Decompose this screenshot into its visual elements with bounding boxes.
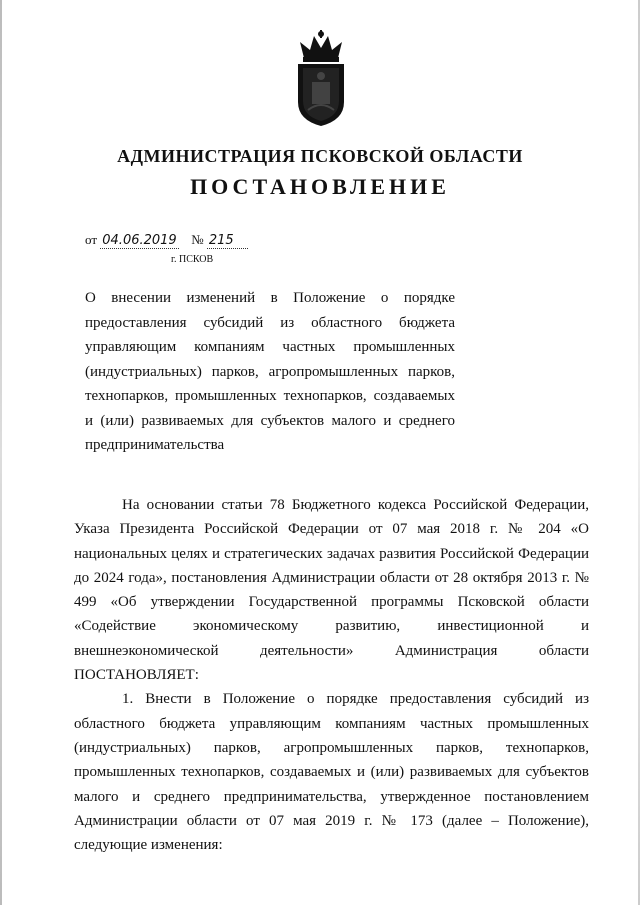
document-subject: О внесении изменений в Положение о порядке предоставления субсидий из областного бюджета управляющим компаниям частных промышленных (индустриальных) парков, агропромышленных парков, технопарков, промышленных технопарков, создаваемых и (или) развиваемых для субъектов малого и среднего предпринимательства xyxy=(85,290,455,453)
organization-title: АДМИНИСТРАЦИЯ ПСКОВСКОЙ ОБЛАСТИ xyxy=(117,146,523,166)
registration-line xyxy=(85,232,248,248)
date-prefix: от xyxy=(85,232,98,247)
document-body xyxy=(74,493,589,857)
preamble-paragraph: На основании статьи 78 Бюджетного кодекса Российской Федерации, Указа Президента Российской Федерации от 07 мая 2018 г. № 204 «О национальных целях и стратегических задачах развития Российской Федерации до 2024 года», постановления Администрации области от 28 октября 2013 г. № 499 «Об утверждении Государственной программы Псковской области «Содействие экономическому развитию, инвестиционной и внешнеэкономической деятельности» Администрация области ПОСТАНОВЛЯЕТ: xyxy=(74,497,589,684)
document-date: 04.06.2019 xyxy=(102,233,177,248)
document-number: 215 xyxy=(207,233,248,249)
scan-edge-left xyxy=(0,0,2,905)
document-type-title: ПОСТАНОВЛЕНИЕ xyxy=(190,174,450,199)
city-label: г. ПСКОВ xyxy=(171,254,214,265)
number-prefix: № xyxy=(191,232,204,247)
item-1-paragraph: 1. Внести в Положение о порядке предоставления субсидий из областного бюджета управляющим компаниям частных промышленных (индустриальных) парков, агропромышленных парков, технопарков, промышленных технопарков, создаваемых и (или) развиваемых для субъектов малого и среднего предпринимательства, утвержденное постановлением Администрации области от 07 мая 2019 г. № 173 (далее – Положение), следующие изменения: xyxy=(74,691,589,854)
coat-of-arms-icon xyxy=(290,30,352,128)
